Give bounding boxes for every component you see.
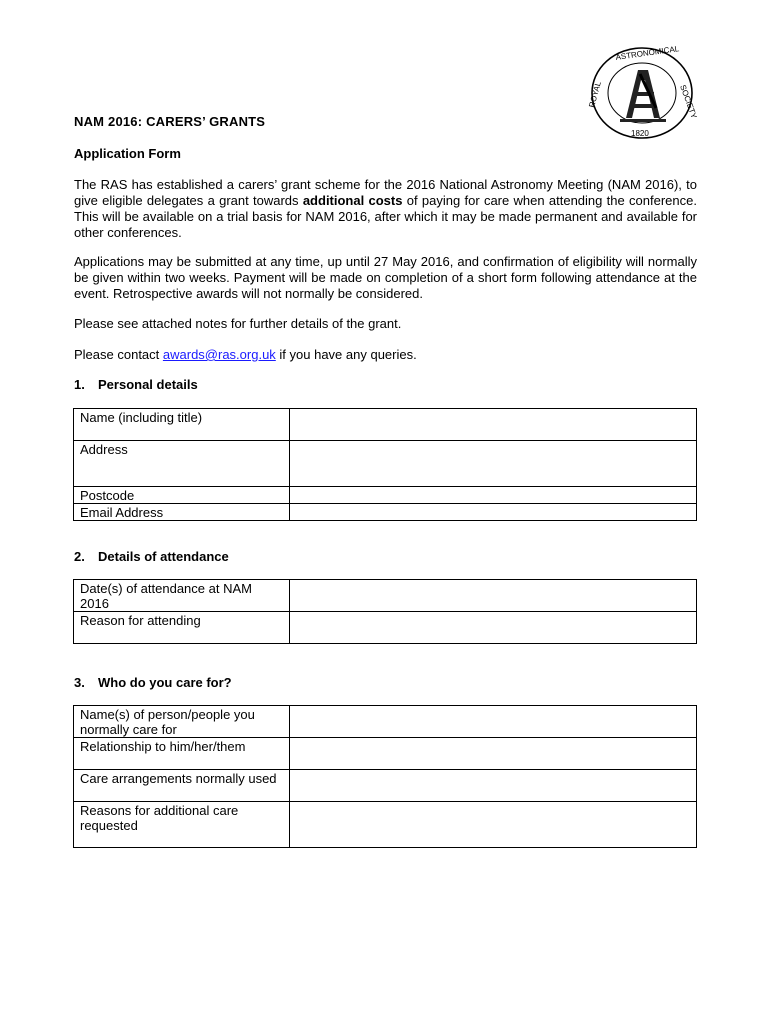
page-title: NAM 2016: CARERS’ GRANTS xyxy=(74,114,266,129)
section-number: 2. xyxy=(74,549,85,564)
field-label: Address xyxy=(74,441,290,487)
ras-seal-logo xyxy=(587,44,699,140)
table-row xyxy=(74,409,697,441)
awards-email-link[interactable]: awards@ras.org.uk xyxy=(162,347,276,362)
table-row xyxy=(74,441,697,487)
intro-paragraph-1 xyxy=(74,177,697,241)
field-label: Relationship to him/her/them xyxy=(74,738,290,770)
table-row xyxy=(74,802,697,848)
cared-person-name-field[interactable] xyxy=(290,706,697,738)
personal-details-table xyxy=(73,408,697,521)
postcode-field[interactable] xyxy=(290,487,697,504)
intro-p1-bold: additional costs xyxy=(302,193,403,208)
address-field[interactable] xyxy=(290,441,697,487)
care-arrangements-field[interactable] xyxy=(290,770,697,802)
intro-p2-text: Applications may be submitted at any time, up until 27 May 2016, and confirmation of eligibility will normally be given within two weeks. Payment will be made on completion of a short form following attendance at the event. Retrospective awards will not normally be considered. xyxy=(74,254,697,301)
section-heading-attendance xyxy=(74,549,229,564)
section-number: 3. xyxy=(74,675,85,690)
intro-paragraph-4 xyxy=(74,347,697,363)
seal-top-text: ASTRONOMICAL xyxy=(615,44,680,62)
field-label: Email Address xyxy=(74,504,290,521)
intro-p1-text-b: of paying for care when attending the conference. This will be available on a trial basis for NAM 2016, after which it may be made permanent and available for other conferences. xyxy=(74,193,697,240)
intro-p4-text-b: if you have any queries. xyxy=(275,347,417,362)
reason-attending-field[interactable] xyxy=(290,612,697,644)
name-field[interactable] xyxy=(290,409,697,441)
intro-paragraph-2 xyxy=(74,254,697,302)
section-heading-care xyxy=(74,675,232,690)
table-row xyxy=(74,612,697,644)
field-label: Name (including title) xyxy=(74,409,290,441)
table-row xyxy=(74,738,697,770)
section-title: Personal details xyxy=(98,377,198,392)
section-title: Details of attendance xyxy=(98,549,229,564)
attendance-table xyxy=(73,579,697,644)
section-heading-personal-details xyxy=(74,377,198,392)
field-label: Reason for attending xyxy=(74,612,290,644)
table-row xyxy=(74,770,697,802)
intro-p4-text-a: Please contact xyxy=(74,347,163,362)
field-label: Care arrangements normally used xyxy=(74,770,290,802)
field-label: Postcode xyxy=(74,487,290,504)
email-field[interactable] xyxy=(290,504,697,521)
seal-year: 1820 xyxy=(631,129,649,138)
table-row xyxy=(74,580,697,612)
table-row xyxy=(74,487,697,504)
field-label: Date(s) of attendance at NAM 2016 xyxy=(74,580,290,612)
intro-p3-text: Please see attached notes for further details of the grant. xyxy=(74,316,402,331)
intro-paragraph-3 xyxy=(74,316,697,332)
field-label: Reasons for additional care requested xyxy=(74,802,290,848)
intro-p1-text-a: The RAS has established a carers’ grant scheme for the 2016 National Astronomy Meeting (NAM 2016), to give eligible delegates a grant towards xyxy=(74,177,697,208)
section-number: 1. xyxy=(74,377,85,392)
table-row xyxy=(74,706,697,738)
attendance-dates-field[interactable] xyxy=(290,580,697,612)
table-row xyxy=(74,504,697,521)
seal-left-text: ROYAL xyxy=(587,80,603,109)
relationship-field[interactable] xyxy=(290,738,697,770)
additional-care-reasons-field[interactable] xyxy=(290,802,697,848)
field-label: Name(s) of person/people you normally care for xyxy=(74,706,290,738)
section-title: Who do you care for? xyxy=(98,675,232,690)
seal-right-text: SOCIETY xyxy=(678,83,699,120)
care-details-table xyxy=(73,705,697,848)
page-subtitle: Application Form xyxy=(74,146,181,161)
